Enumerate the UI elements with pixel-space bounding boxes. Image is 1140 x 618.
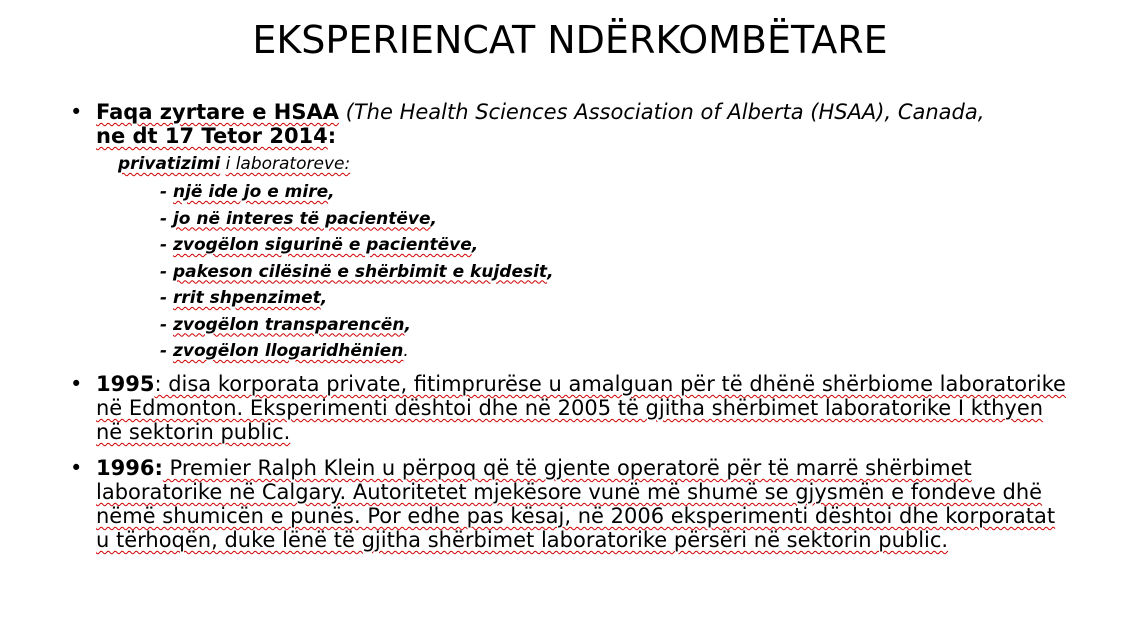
year-1996: 1996:: [96, 456, 163, 480]
bullet-1995-body: : disa korporata private, fitimprurëse u amalguan për të dhënë shërbiome laboratorike në Edmonton. Eksperimenti dështoi dhe në 2005 të gjitha shërbimet laboratorike I kthyen në sektorin public.: [96, 372, 1066, 444]
bullet-1996-body: Premier Ralph Klein u përpoq që të gjente operatorë për të marrë shërbimet laboratorike në Calgary. Autoritetet mjekësore vunë më shumë se gjysmën e fondeve dhë nëmë shumicën e punës. Por edhe pas kësaj, në 2006 eksperimenti dështoi dhe korporatat u tërhoqën, duke lënë të gjitha shërbimet laboratorike përsëri në sektorin public.: [96, 456, 1056, 552]
list-item: - zvogëlon transparencën,: [160, 314, 411, 335]
privatization-effects-list: [160, 179, 554, 365]
list-item: - pakeson cilësinë e shërbimit e kujdesit,: [160, 261, 554, 282]
hsaa-italic-source: (The Health Sciences Association of Alberta (HSAA), Canada,: [345, 100, 985, 124]
list-item: - zvogëlon sigurinë e pacientëve,: [160, 235, 479, 255]
privatization-subheading: [118, 153, 350, 175]
list-item: - rrit shpenzimet,: [160, 288, 328, 308]
bullet-dot: •: [70, 456, 83, 480]
bullet-dot: •: [70, 100, 83, 124]
bullet-1996: [72, 456, 1072, 552]
bullet-hsaa-text: [96, 100, 1072, 148]
slide-title: EKSPERIENCAT NDËRKOMBËTARE: [252, 18, 888, 62]
privatization-rest: i laboratoreve:: [225, 154, 351, 174]
hsaa-date: ne dt 17 Tetor 2014: [96, 124, 328, 148]
bullet-hsaa: [72, 100, 1072, 148]
bullet-dot: •: [70, 372, 83, 396]
bullet-1995-text: [96, 372, 1072, 444]
bullet-1996-text: [96, 456, 1072, 552]
privatization-word: privatizimi: [118, 154, 221, 174]
list-item: - zvogëlon llogaridhënien.: [160, 341, 409, 361]
bullet-1995: [72, 372, 1072, 444]
list-item: - jo në interes të pacientëve,: [160, 208, 437, 229]
hsaa-bold-lead: Faqa zyrtare e HSAA: [96, 100, 339, 124]
hsaa-colon: :: [327, 124, 337, 148]
list-item: - një ide jo e mire,: [160, 182, 335, 202]
year-1995: 1995: [96, 372, 155, 396]
